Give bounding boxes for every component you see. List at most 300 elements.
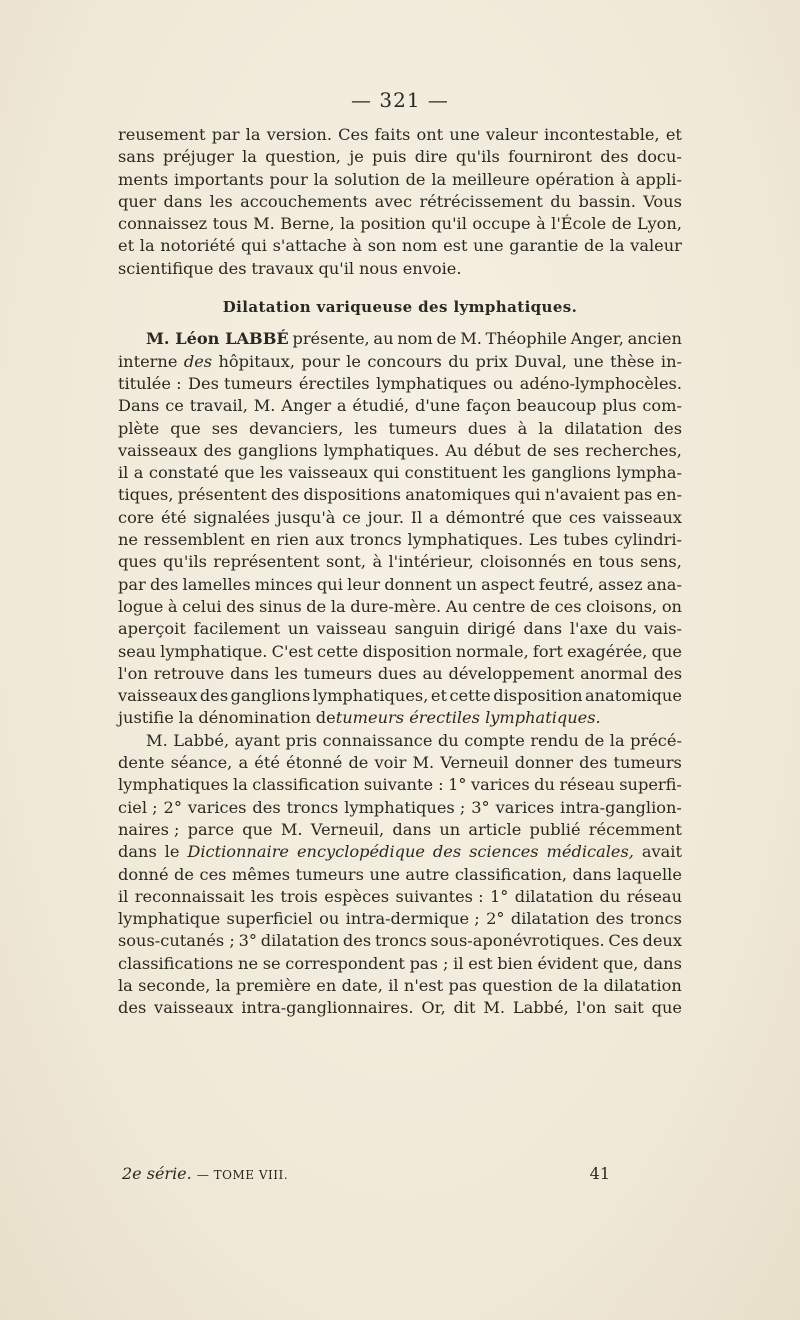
word: question,: [265, 147, 341, 167]
word: du: [599, 886, 621, 906]
word: reconnaissait: [134, 886, 245, 906]
word: étudié,: [352, 396, 410, 416]
word: scientifique: [118, 258, 214, 278]
word: interne: [118, 351, 178, 371]
word: qu'il: [431, 214, 467, 234]
word: troncs: [630, 909, 682, 929]
word: en: [572, 552, 593, 572]
word: de: [306, 596, 327, 616]
word: des: [118, 998, 147, 1018]
word: à: [620, 169, 630, 189]
word: lamelles: [182, 574, 251, 594]
word: dans: [230, 663, 269, 683]
text-line: [118, 663, 682, 685]
word: ce: [165, 396, 184, 416]
text-line: [118, 440, 682, 462]
word: tumeurs: [613, 753, 682, 773]
word: qu'ils: [455, 147, 500, 167]
word: des: [653, 663, 682, 683]
word: Labbé,: [173, 730, 230, 750]
word: seau: [118, 641, 156, 661]
word: des: [653, 418, 682, 438]
word: appli-: [635, 169, 682, 189]
text-line: [118, 864, 682, 886]
word: qu'ils: [163, 552, 207, 572]
word: C'est: [271, 641, 313, 661]
word: la: [340, 214, 355, 234]
word: envoie.: [402, 258, 462, 278]
word: préjuger: [163, 147, 234, 167]
word: ne: [238, 953, 259, 973]
word: prix: [475, 351, 508, 371]
word: plète: [118, 418, 160, 438]
word: en: [316, 975, 337, 995]
word: qui: [514, 485, 541, 505]
word: n'avaient: [544, 485, 620, 505]
word: lympha-: [616, 463, 682, 483]
word: sait: [614, 998, 644, 1018]
word: la: [232, 775, 248, 795]
word: la: [178, 708, 194, 728]
word: dispositions: [303, 485, 401, 505]
word: je: [349, 147, 364, 167]
word: adéno-lymphocèles.: [519, 373, 682, 393]
word: Les: [528, 530, 558, 550]
word: occupe: [472, 214, 531, 234]
text-line: [118, 213, 682, 235]
word: en-: [656, 485, 682, 505]
word: plus: [602, 396, 637, 416]
text-line: [118, 191, 682, 213]
word: précé-: [630, 730, 682, 750]
word: parce: [187, 819, 235, 839]
word: date,: [341, 975, 383, 995]
word: qui: [373, 463, 400, 483]
word: dilatation: [514, 886, 594, 906]
word: 2°: [486, 909, 505, 929]
word: n'est: [403, 975, 444, 995]
word: puis: [372, 147, 407, 167]
word: trois: [280, 886, 318, 906]
word: présentent: [177, 485, 267, 505]
word: sinus: [259, 596, 302, 616]
word: à: [352, 236, 363, 256]
word: devanciers,: [249, 418, 344, 438]
word: Théophile: [485, 329, 567, 349]
word: le: [346, 351, 361, 371]
word: la: [118, 975, 133, 995]
word: beaucoup: [516, 396, 597, 416]
text-line: [118, 146, 682, 168]
word: il: [118, 463, 129, 483]
word: que: [242, 819, 273, 839]
word: Lyon,: [637, 214, 682, 234]
word: que: [651, 998, 682, 1018]
word: core: [118, 507, 155, 527]
word: travaux: [251, 258, 314, 278]
word: les: [274, 663, 298, 683]
text-line: [118, 819, 682, 841]
text-line: [118, 574, 682, 596]
word: mêmes: [231, 864, 291, 884]
word: séance,: [170, 753, 233, 773]
word: de: [530, 596, 550, 616]
word: suivante :: [363, 775, 444, 795]
word: dans: [163, 191, 203, 211]
word: dente: [118, 753, 165, 773]
word: leur: [347, 574, 381, 594]
word: à: [372, 552, 383, 572]
word: tubes: [563, 530, 609, 550]
word: ressemblent: [143, 530, 245, 550]
word: donner: [514, 753, 574, 773]
word: valeur: [630, 236, 682, 256]
word: lymphatiques ;: [344, 797, 466, 817]
word: son: [367, 236, 397, 256]
word: un: [439, 819, 461, 839]
word: par: [211, 125, 240, 144]
word: évident: [537, 953, 599, 973]
word: nom: [397, 329, 433, 349]
word: tous: [212, 214, 248, 234]
text-line: [118, 975, 682, 997]
word: des: [600, 147, 629, 167]
word: vaisseaux: [154, 998, 234, 1018]
paragraph-2-last-line: [118, 707, 682, 729]
text-line: [118, 169, 682, 191]
word: à: [536, 214, 546, 234]
word: des: [226, 596, 255, 616]
word: espèces: [324, 886, 390, 906]
text-line: [118, 730, 682, 752]
word: tumeurs: [303, 663, 373, 683]
word: anatomiques: [405, 485, 511, 505]
word: cylindri-: [614, 530, 682, 550]
word: les: [354, 418, 378, 438]
word: que: [224, 463, 255, 483]
word: la: [313, 169, 329, 189]
word: article: [468, 819, 522, 839]
word: la: [609, 730, 625, 750]
word: de: [558, 975, 578, 995]
word: connaissance: [322, 730, 433, 750]
word: position: [360, 214, 426, 234]
text-line: [118, 618, 682, 640]
word: fourniront: [508, 147, 592, 167]
word: Berne,: [280, 214, 335, 234]
word: version.: [266, 125, 332, 144]
word: d'une: [415, 396, 461, 416]
word: garantie: [509, 236, 579, 256]
word: lymphatique.: [160, 641, 268, 661]
word: que: [531, 507, 563, 527]
word: qui: [316, 574, 343, 594]
word: vais-: [644, 619, 682, 639]
word: nous: [358, 258, 398, 278]
word: opération: [535, 169, 615, 189]
word: ne: [118, 530, 139, 550]
word: ses: [552, 440, 580, 460]
word: vaisseaux: [602, 507, 682, 527]
word: meilleure: [451, 169, 530, 189]
text-line: [118, 886, 682, 908]
word: aux: [314, 530, 345, 550]
word: réseau: [626, 886, 682, 906]
word: centre: [472, 596, 526, 616]
word: des: [270, 485, 300, 505]
word: 3°: [471, 797, 490, 817]
word: faits: [374, 125, 411, 144]
word: Au: [445, 440, 468, 460]
word: été: [160, 507, 187, 527]
footer-page-number: 41: [589, 1164, 610, 1183]
word: présente,: [292, 329, 370, 349]
word: au: [373, 329, 394, 349]
word: vaisseau: [316, 619, 387, 639]
word: les: [259, 463, 284, 483]
word: dans: [643, 953, 682, 973]
word: ont: [416, 125, 444, 144]
paragraph-2-first-line: [118, 328, 682, 350]
word: dilatation: [564, 418, 643, 438]
word: de: [315, 708, 336, 728]
word: début: [473, 440, 521, 460]
word: rien: [276, 530, 310, 550]
word: M.: [253, 396, 276, 416]
word: du: [550, 191, 572, 211]
word: com-: [642, 396, 682, 416]
text-line: [118, 930, 682, 952]
word: deux: [642, 931, 682, 951]
word: de: [584, 236, 604, 256]
word: tumeurs: [388, 418, 457, 438]
word: Or,: [421, 998, 446, 1018]
word: celui: [182, 596, 222, 616]
word: hôpitaux,: [218, 351, 296, 371]
word: normale,: [455, 641, 529, 661]
word: est: [468, 953, 493, 973]
text-line: [118, 551, 682, 573]
word: compte: [464, 730, 525, 750]
word: des: [579, 753, 608, 773]
text-line: [118, 258, 682, 280]
word: ayant: [234, 730, 280, 750]
paragraph-3: [118, 730, 682, 1020]
word: ou: [493, 373, 514, 393]
word: avec: [374, 191, 413, 211]
word: question: [482, 975, 553, 995]
word: Verneuil: [440, 753, 509, 773]
word: 1°: [489, 886, 509, 906]
word: le: [164, 842, 180, 862]
word: justifie: [118, 708, 174, 728]
word: minces: [254, 574, 313, 594]
word: constaté: [148, 463, 219, 483]
word: les: [502, 463, 526, 483]
word: une: [473, 236, 504, 256]
word: nom: [401, 236, 438, 256]
word: importants: [173, 169, 264, 189]
footer-series-block: [118, 1164, 288, 1183]
word: pour: [269, 169, 308, 189]
word: a: [429, 507, 439, 527]
word: développement: [448, 663, 575, 683]
word: Anger: [281, 396, 332, 416]
text-line: [118, 462, 682, 484]
word: de: [436, 329, 457, 349]
word: et: [665, 125, 682, 144]
word: aperçoit: [118, 619, 186, 639]
word: varices: [187, 797, 247, 817]
paragraph-1: [118, 124, 682, 280]
word: de: [584, 730, 605, 750]
word: intra-dermique ;: [345, 909, 480, 929]
word: travail,: [189, 396, 248, 416]
text-line: [118, 507, 682, 529]
word: Des tumeurs: [188, 373, 293, 393]
word: donné: [118, 864, 169, 884]
word: troncs: [374, 931, 427, 951]
word: autre: [405, 864, 450, 884]
text-line: [118, 752, 682, 774]
word: du: [615, 619, 637, 639]
word: troncs: [349, 530, 402, 550]
word: sens,: [640, 552, 682, 572]
text-line: [118, 529, 682, 551]
word: une: [369, 864, 400, 884]
word: cloisons,: [586, 596, 658, 616]
italic-term: tumeurs érectiles lymphatiques.: [335, 708, 601, 728]
word: seconde,: [138, 975, 211, 995]
word: l'on: [118, 663, 148, 683]
word: dilatation: [260, 931, 340, 951]
word: exagérée,: [567, 641, 648, 661]
word: varices: [471, 775, 530, 795]
word: constituent: [404, 463, 498, 483]
word: anatomique: [585, 686, 682, 706]
word: il: [388, 975, 399, 995]
word: un: [287, 619, 309, 639]
word: classification: [252, 775, 360, 795]
word: rendu: [530, 730, 579, 750]
word: M.: [460, 329, 482, 349]
text-line: [118, 908, 682, 930]
word: pas ;: [409, 953, 449, 973]
word: dilatation: [510, 909, 590, 929]
word: dues: [467, 418, 507, 438]
word: jusqu'à: [276, 507, 336, 527]
word: Ces: [338, 125, 369, 144]
word: encyclopédique: [296, 842, 425, 862]
word: ce: [342, 507, 361, 527]
text-line: [118, 797, 682, 819]
word: l'intérieur,: [388, 552, 474, 572]
word: il: [118, 886, 129, 906]
word: se: [262, 953, 281, 973]
word: du: [448, 351, 470, 371]
word: varices: [495, 797, 555, 817]
word: est: [443, 236, 468, 256]
text-line: [118, 997, 682, 1019]
word: signalées: [193, 507, 270, 527]
word: la: [609, 236, 625, 256]
text-line: [118, 774, 682, 796]
word: thèse: [610, 351, 655, 371]
word: tous: [598, 552, 634, 572]
text-line: [118, 641, 682, 663]
word: suivantes :: [395, 886, 484, 906]
word: vaisseaux: [118, 686, 198, 706]
word: voir: [374, 753, 407, 773]
word: pas: [623, 485, 653, 505]
text-line: [118, 596, 682, 618]
word: vaisseaux: [118, 440, 198, 460]
word: les: [209, 191, 233, 211]
word: in-: [660, 351, 682, 371]
word: bassin.: [578, 191, 636, 211]
word: cette: [317, 641, 359, 661]
word: du: [437, 730, 459, 750]
word: notoriété: [160, 236, 236, 256]
word: dire: [414, 147, 448, 167]
word: ganglions: [531, 463, 611, 483]
word: titulée :: [118, 373, 182, 393]
word: que: [651, 641, 682, 661]
word: pour: [301, 351, 340, 371]
word: l'axe: [569, 619, 608, 639]
word: ciel ;: [118, 797, 158, 817]
word: des: [199, 686, 229, 706]
word: une: [573, 351, 604, 371]
page-footer: [118, 1164, 682, 1183]
word: façon: [466, 396, 511, 416]
word: lymphatiques: [376, 373, 487, 393]
word: une: [449, 125, 480, 144]
word: des: [183, 351, 213, 371]
word: première: [235, 975, 311, 995]
word: Duval,: [514, 351, 567, 371]
word: tiques,: [118, 485, 174, 505]
text-line: [118, 484, 682, 506]
word: dans: [118, 842, 157, 862]
word: accouchements: [240, 191, 368, 211]
word: on: [661, 596, 682, 616]
word: les: [250, 886, 274, 906]
word: avait: [641, 842, 682, 862]
word: Verneuil,: [310, 819, 385, 839]
word: quer: [118, 191, 157, 211]
word: récemment: [588, 819, 682, 839]
word: fort: [532, 641, 563, 661]
word: de: [611, 214, 632, 234]
word: donnent: [384, 574, 452, 594]
paragraph-2: [118, 328, 682, 729]
word: pris: [285, 730, 318, 750]
word: sciences: [469, 842, 539, 862]
word: reusement: [118, 125, 206, 144]
word: classifications: [118, 953, 234, 973]
word: M.: [280, 819, 303, 839]
word: s'attache: [272, 236, 347, 256]
word: intra-ganglion-: [560, 797, 682, 817]
word: superfi-: [619, 775, 682, 795]
word: sans: [118, 147, 155, 167]
word: incontestable,: [543, 125, 660, 144]
word: rétrécissement: [419, 191, 543, 211]
word: réseau: [559, 775, 615, 795]
word: naires ;: [118, 819, 180, 839]
word: qu'il: [318, 258, 355, 278]
